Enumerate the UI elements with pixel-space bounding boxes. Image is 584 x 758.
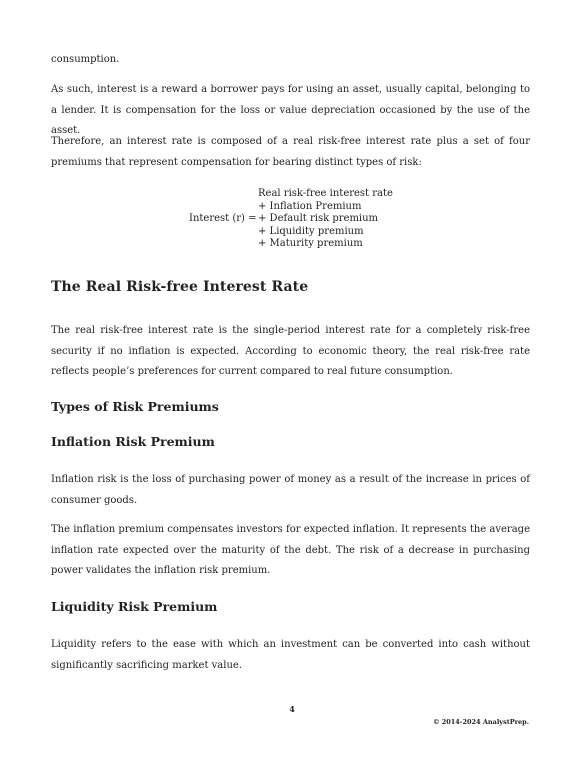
formula-terms: [258, 188, 393, 251]
formula-term: + Maturity premium: [258, 238, 363, 249]
paragraph-interest-reward: As such, interest is a reward a borrower pays for using an asset, usually capital, belonging to a lender. It is compensation for the loss or value depreciation occasioned by the use of the asset.: [51, 84, 530, 136]
paragraph-interest-composition: Therefore, an interest rate is composed of a real risk-free interest rate plus a set of four premiums that represent compensation for bearing distinct types of risk:: [51, 136, 530, 168]
paragraph-real-risk-free-rate: The real risk-free interest rate is the single-period interest rate for a completely risk-free security if no inflation is expected. According to economic theory, the real risk-free rate reflects people’s preferences for current compared to real future consumption.: [51, 325, 530, 377]
heading-liquidity-risk-premium: Liquidity Risk Premium: [51, 599, 218, 614]
formula-term: + Liquidity premium: [258, 225, 364, 237]
paragraph-liquidity: Liquidity refers to the ease with which an investment can be converted into cash without significantly sacrificing market value.: [51, 639, 530, 671]
page-number: 4: [289, 704, 295, 714]
heading-types-of-risk-premiums: Types of Risk Premiums: [51, 399, 219, 414]
heading-real-risk-free-rate: The Real Risk-free Interest Rate: [51, 279, 309, 295]
paragraph-inflation-risk: Inflation risk is the loss of purchasing power of money as a result of the increase in prices of consumer goods.: [51, 474, 530, 506]
copyright-notice: © 2014-2024 AnalystPrep.: [432, 718, 529, 726]
heading-inflation-risk-premium: Inflation Risk Premium: [51, 434, 215, 449]
formula-term: + Inflation Premium: [258, 200, 362, 212]
formula-lhs: Interest (r) =: [189, 213, 257, 224]
formula-term: Real risk-free interest rate: [258, 188, 393, 199]
paragraph-inflation-premium: The inflation premium compensates investors for expected inflation. It represents the average inflation rate expected over the maturity of the debt. The risk of a decrease in purchasing power validates the inflation risk premium.: [51, 524, 530, 576]
paragraph-consumption: consumption.: [51, 54, 120, 65]
formula-term: + Default risk premium: [258, 213, 379, 224]
